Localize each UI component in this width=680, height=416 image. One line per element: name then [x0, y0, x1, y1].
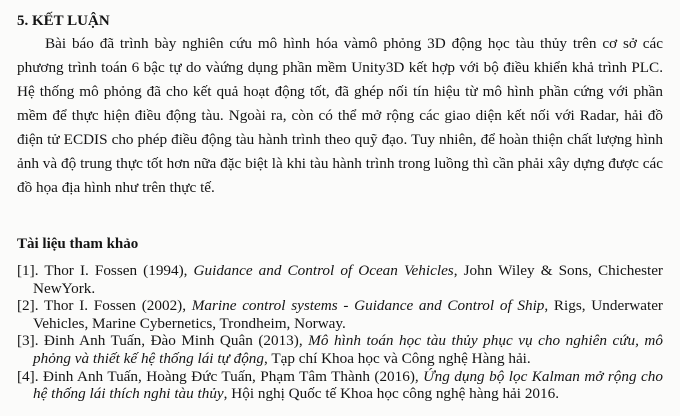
reference-authors: Đinh Anh Tuấn, Hoàng Đức Tuấn, Phạm Tâm Thành (2016), — [38, 367, 424, 385]
reference-label: [3]. — [17, 332, 39, 350]
reference-publisher: , Rigs, Underwater Vehicles, Marine Cybernetics, Trondheim, Norway. — [33, 297, 663, 332]
reference-label: [1]. — [17, 262, 39, 279]
reference-item — [17, 297, 663, 332]
reference-publisher: , John Wiley & Sons, Chichester NewYork. — [33, 262, 663, 297]
reference-authors: Thor I. Fossen (2002), — [38, 297, 192, 315]
reference-item — [17, 332, 663, 367]
references-title: Tài liệu tham khảo — [17, 236, 139, 252]
reference-title: Ứng dụng bộ lọc Kalman mở rộng cho hệ thống lái thích nghi tàu thủy — [33, 367, 663, 403]
reference-publisher: , Tạp chí Khoa học và Công nghệ Hàng hải. — [264, 349, 531, 367]
reference-title: Marine control systems - Guidance and Control of Ship — [191, 297, 545, 315]
references-list — [17, 262, 663, 403]
reference-item — [17, 262, 663, 297]
reference-publisher: , Hội nghị Quốc tế Khoa học công nghệ hàng hải 2016. — [223, 385, 559, 403]
section-heading: 5. KẾT LUẬN — [17, 13, 110, 29]
reference-authors: Đinh Anh Tuấn, Đào Minh Quân (2013), — [38, 332, 309, 350]
conclusion-paragraph: Bài báo đã trình bày nghiên cứu mô hình hóa vàmô phỏng 3D động học tàu thủy trên cơ sở các phương trình toán 6 bậc tự do vàứng dụng phần mềm Unity3D kết hợp với bộ điều khiển khả trình PLC. Hệ thống mô phỏng đã cho kết quả hoạt động tốt, đã ghép nối tín hiệu từ mô hình phần cứng với phần mềm để thực hiện điều động tàu. Ngoài ra, còn có thể mở rộng các giao diện kết nối với Radar, hải đồ điện tử ECDIS cho phép điều động tàu hành trình theo quỹ đạo. Tuy nhiên, để hoàn thiện chất lượng hình ảnh và độ trung thực tốt hơn nữa đặc biệt là khi tàu hành trình trong luồng thì cần phải xây dựng được các đồ họa địa hình như trên thực tế. — [17, 35, 663, 196]
reference-title: Mô hình toán học tàu thủy phục vụ cho nghiên cứu, mô phỏng và thiết kế hệ thống lái tự động — [33, 332, 663, 367]
reference-title: Guidance and Control of Ocean Vehicles — [193, 262, 454, 279]
reference-item — [17, 368, 663, 403]
reference-label: [2]. — [17, 297, 39, 315]
reference-authors: Thor I. Fossen (1994), — [38, 262, 194, 279]
reference-label: [4]. — [17, 367, 39, 385]
